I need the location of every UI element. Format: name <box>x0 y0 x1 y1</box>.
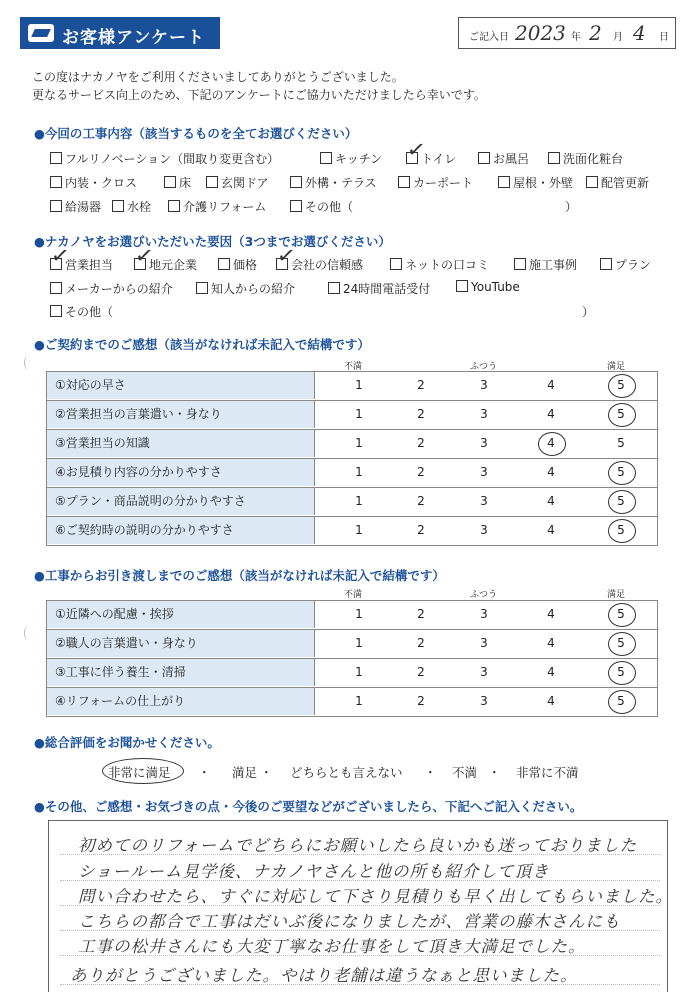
selected-rating-circle <box>608 374 636 398</box>
q4-rating-table <box>46 600 658 717</box>
date-box <box>458 17 676 49</box>
q2-option-label: 会社の信頼感 <box>291 258 364 272</box>
q3-row <box>47 401 657 430</box>
rating-option-5[interactable]: 5 <box>617 665 625 679</box>
q1-option[interactable] <box>498 174 573 191</box>
q1-checkbox[interactable] <box>112 200 124 212</box>
q4-row-label: ①近隣への配慮・挨拶 <box>47 601 315 628</box>
survey-header <box>20 17 220 49</box>
rating-option-4[interactable]: 4 <box>547 378 555 392</box>
q2-checkbox[interactable] <box>600 258 612 270</box>
rating-option-2[interactable]: 2 <box>417 665 425 679</box>
rating-option-2[interactable]: 2 <box>417 436 425 450</box>
q3-rating-table <box>46 371 658 546</box>
q3-row-label: ⑥ご契約時の説明の分かりやすさ <box>47 517 315 544</box>
rating-option-5[interactable]: 5 <box>617 607 625 621</box>
handwritten-comment-line: 初めてのリフォームでどちらにお願いしたら良いかも迷っておりました <box>78 836 638 855</box>
q2-checkbox[interactable] <box>390 258 402 270</box>
q1-title: ●今回の工事内容（該当するものを全てお選びください） <box>34 126 358 141</box>
rating-option-4[interactable]: 4 <box>547 665 555 679</box>
q1-option[interactable] <box>290 174 377 191</box>
q1-checkbox[interactable] <box>50 176 62 188</box>
q2-checkbox[interactable] <box>514 258 526 270</box>
q2-checkbox[interactable] <box>328 282 340 294</box>
q1-checkbox[interactable] <box>320 152 332 164</box>
q2-option-label: 24時間電話受付 <box>343 282 431 296</box>
q1-option[interactable] <box>50 174 137 191</box>
rating-option-5[interactable]: 5 <box>617 378 625 392</box>
q2-checkbox[interactable] <box>196 282 208 294</box>
q3-row <box>47 488 657 517</box>
rating-option-1[interactable]: 1 <box>355 436 363 450</box>
date-month[interactable]: 2 <box>589 21 602 45</box>
month-unit: 月 <box>613 32 623 43</box>
rating-option-3[interactable]: 3 <box>480 665 488 679</box>
q1-close-paren: ） <box>565 200 578 214</box>
q2-option[interactable] <box>456 280 520 294</box>
q1-checkbox[interactable] <box>206 176 218 188</box>
q1-option-label: トイレ <box>421 152 457 166</box>
q1-option[interactable] <box>50 150 279 167</box>
rating-option-2[interactable]: 2 <box>417 494 425 508</box>
q4-row-label: ②職人の言葉遣い・身なり <box>47 630 315 657</box>
q2-option[interactable] <box>600 256 651 273</box>
q2-option-label: YouTube <box>471 280 520 294</box>
q3-row-label: ④お見積り内容の分かりやすさ <box>47 459 315 486</box>
overall-option[interactable]: 非常に不満 <box>516 765 579 780</box>
q1-checkbox[interactable] <box>164 176 176 188</box>
q4-row <box>47 601 657 630</box>
q1-option[interactable] <box>164 174 191 191</box>
overall-rating-options <box>0 763 695 783</box>
q1-option-label: 内装・クロス <box>65 176 138 190</box>
rating-option-5[interactable]: 5 <box>617 407 625 421</box>
q1-checkbox[interactable] <box>548 152 560 164</box>
q5-title: ●総合評価をお聞かせください。 <box>34 735 220 750</box>
q2-option-label: プラン <box>615 258 652 272</box>
binding-hole-mark <box>24 626 33 640</box>
selected-rating-circle <box>608 519 636 543</box>
rating-option-2[interactable]: 2 <box>417 694 425 708</box>
page-title: お客様アンケート <box>62 28 205 48</box>
q1-option-label: 給湯器 <box>65 200 102 214</box>
q1-checkbox[interactable] <box>586 176 598 188</box>
rating-option-2[interactable]: 2 <box>417 378 425 392</box>
rating-option-2[interactable]: 2 <box>417 523 425 537</box>
handwritten-comment-line: ショールーム見学後、ナカノヤさんと他の所も紹介して頂き <box>78 862 550 881</box>
year-unit: 年 <box>571 32 581 43</box>
rating-option-4[interactable]: 4 <box>547 523 555 537</box>
q6-title: ●その他、ご感想・お気づきの点・今後のご要望などがございましたら、下記へご記入ください。 <box>34 799 583 814</box>
q3-row-label: ②営業担当の言葉遣い・身なり <box>47 401 315 428</box>
q2-option-label: 地元企業 <box>149 258 198 272</box>
q2-option[interactable] <box>514 256 577 273</box>
q1-option[interactable] <box>290 198 353 215</box>
rating-option-2[interactable]: 2 <box>417 607 425 621</box>
overall-option[interactable]: どちらとも言えない <box>290 765 403 780</box>
q1-option[interactable] <box>112 198 151 215</box>
rating-separator: ・ <box>260 765 273 780</box>
q3-row <box>47 459 657 488</box>
q2-option[interactable] <box>328 280 430 297</box>
scale-low-label: 不満 <box>344 590 363 600</box>
handwritten-comment-line: 工事の松井さんにも大変丁寧なお仕事をして頂き大満足でした。 <box>78 937 586 956</box>
rating-option-3[interactable]: 3 <box>480 465 488 479</box>
rating-option-4[interactable]: 4 <box>547 465 555 479</box>
q2-checkbox[interactable] <box>50 305 62 317</box>
rating-option-1[interactable]: 1 <box>355 407 363 421</box>
rating-option-1[interactable]: 1 <box>355 523 363 537</box>
q1-option[interactable] <box>478 150 529 167</box>
rating-option-1[interactable]: 1 <box>355 465 363 479</box>
rating-option-2[interactable]: 2 <box>417 465 425 479</box>
q3-title: ●ご契約までのご感想（該当がなければ未記入で結構です） <box>34 337 370 352</box>
q2-option[interactable] <box>390 256 489 273</box>
rating-option-3[interactable]: 3 <box>480 407 488 421</box>
overall-option[interactable]: 不満 <box>452 765 478 780</box>
handwritten-comment-line: こちらの都合で工事はだいぶ後になりましたが、営業の藤木さんにも <box>78 912 621 931</box>
q2-option-label: その他（ <box>65 305 114 319</box>
date-label: ご記入日 <box>469 32 509 43</box>
rating-option-2[interactable]: 2 <box>417 636 425 650</box>
q4-row <box>47 688 657 717</box>
q3-row <box>47 517 657 546</box>
scale-high-label: 満足 <box>607 362 626 372</box>
q2-title: ●ナカノヤをお選びいただいた要因（3つまでお選びください） <box>34 234 391 249</box>
q2-option[interactable] <box>50 280 173 297</box>
q4-row-label: ③工事に伴う養生・清掃 <box>47 659 315 686</box>
selected-rating-circle <box>608 690 636 714</box>
rating-option-5[interactable]: 5 <box>617 523 625 537</box>
q1-option-label: フルリノベーション（間取り変更含む） <box>65 152 280 166</box>
rating-option-4[interactable]: 4 <box>547 607 555 621</box>
q2-option-label: 知人からの紹介 <box>211 282 296 296</box>
rating-option-1[interactable]: 1 <box>355 607 363 621</box>
rating-option-3[interactable]: 3 <box>480 378 488 392</box>
q1-option[interactable] <box>586 174 649 191</box>
q1-option[interactable] <box>398 174 473 191</box>
q2-checkbox[interactable] <box>218 258 230 270</box>
rating-option-1[interactable]: 1 <box>355 665 363 679</box>
checkmark-icon: ✓ <box>49 242 72 271</box>
rating-option-4[interactable]: 4 <box>547 407 555 421</box>
q1-option-label: キッチン <box>335 152 383 166</box>
rating-option-4[interactable]: 4 <box>547 436 555 450</box>
scale-mid-label: ふつう <box>470 590 498 600</box>
q1-checkbox[interactable] <box>398 176 410 188</box>
q1-checkbox[interactable] <box>478 152 490 164</box>
selected-overall-circle <box>102 758 184 784</box>
selected-rating-circle <box>608 603 636 627</box>
rating-option-3[interactable]: 3 <box>480 436 488 450</box>
rating-separator: ・ <box>488 765 501 780</box>
rating-option-4[interactable]: 4 <box>547 694 555 708</box>
binding-hole-mark <box>24 356 33 370</box>
q3-row <box>47 372 657 401</box>
q1-checkbox[interactable] <box>50 152 62 164</box>
q2-option[interactable] <box>50 303 113 320</box>
company-logo-icon <box>28 24 54 42</box>
q2-close-paren: ） <box>582 305 595 319</box>
q1-option-label: 玄関ドア <box>221 176 269 190</box>
q1-checkbox[interactable] <box>290 176 302 188</box>
q2-checkbox[interactable] <box>50 282 62 294</box>
q1-option[interactable] <box>206 174 269 191</box>
q1-option-label: 介護リフォーム <box>183 200 267 214</box>
rating-option-5[interactable]: 5 <box>617 436 625 450</box>
rating-option-3[interactable]: 3 <box>480 494 488 508</box>
q1-option-label: 屋根・外壁 <box>513 176 574 190</box>
q1-checkbox[interactable] <box>498 176 510 188</box>
q1-option[interactable] <box>320 150 382 167</box>
q2-option-label: 価格 <box>233 258 258 272</box>
q4-title: ●工事からお引き渡しまでのご感想（該当がなければ未記入で結構です） <box>34 568 445 583</box>
rating-option-3[interactable]: 3 <box>480 694 488 708</box>
q3-row-label: ③営業担当の知識 <box>47 430 315 457</box>
intro-line: この度はナカノヤをご利用くださいましてありがとうございました。 <box>32 70 404 84</box>
selected-rating-circle <box>608 661 636 685</box>
rating-option-2[interactable]: 2 <box>417 407 425 421</box>
day-unit: 日 <box>659 32 669 43</box>
q1-option[interactable] <box>548 150 623 167</box>
selected-rating-circle <box>608 632 636 656</box>
q2-option[interactable] <box>218 256 257 273</box>
rating-option-1[interactable]: 1 <box>355 694 363 708</box>
q4-row <box>47 659 657 688</box>
q2-option-label: ネットの口コミ <box>405 258 490 272</box>
scale-low-label: 不満 <box>344 362 363 372</box>
rating-option-3[interactable]: 3 <box>480 523 488 537</box>
rating-separator: ・ <box>424 765 437 780</box>
q1-option[interactable] <box>168 198 266 215</box>
rating-option-4[interactable]: 4 <box>547 636 555 650</box>
q3-row-label: ⑤プラン・商品説明の分かりやすさ <box>47 488 315 515</box>
q4-row-label: ④リフォームの仕上がり <box>47 688 315 715</box>
q2-option[interactable] <box>196 280 295 297</box>
overall-option[interactable]: 満足 <box>232 765 258 780</box>
rating-option-5[interactable]: 5 <box>617 694 625 708</box>
rating-option-5[interactable]: 5 <box>617 636 625 650</box>
q2-option-label: メーカーからの紹介 <box>65 282 173 296</box>
checkmark-icon: ✓ <box>133 242 156 271</box>
q1-option-label: カーポート <box>413 176 474 190</box>
q1-option-label: 洗面化粧台 <box>563 152 624 166</box>
rating-option-1[interactable]: 1 <box>355 494 363 508</box>
q1-option-label: その他（ <box>305 200 354 214</box>
q1-option-label: 水栓 <box>127 200 152 214</box>
checkmark-icon: ✓ <box>275 242 298 271</box>
selected-rating-circle <box>608 403 636 427</box>
q1-option[interactable] <box>50 198 101 215</box>
q1-checkbox[interactable] <box>290 200 302 212</box>
q3-row-label: ①対応の早さ <box>47 372 315 399</box>
q4-row <box>47 630 657 659</box>
q2-checkbox[interactable] <box>456 280 468 292</box>
rating-option-5[interactable]: 5 <box>617 465 625 479</box>
overall-option[interactable]: 非常に満足 <box>108 765 171 780</box>
date-year[interactable]: 2023 <box>515 21 566 45</box>
rating-option-1[interactable]: 1 <box>355 636 363 650</box>
selected-rating-circle <box>608 461 636 485</box>
rating-option-4[interactable]: 4 <box>547 494 555 508</box>
handwritten-comment-line: ありがとうございました。やはり老舗は違うなぁと思いました。 <box>70 966 578 985</box>
q1-option-label: 床 <box>179 176 192 190</box>
rating-option-5[interactable]: 5 <box>617 494 625 508</box>
q1-checkbox[interactable] <box>168 200 180 212</box>
q2-option-label: 施工事例 <box>529 258 578 272</box>
scale-high-label: 満足 <box>607 590 626 600</box>
scale-mid-label: ふつう <box>470 362 498 372</box>
rating-separator: ・ <box>198 765 211 780</box>
q1-option-label: お風呂 <box>493 152 530 166</box>
selected-rating-circle <box>538 432 566 456</box>
checkmark-icon: ✓ <box>405 136 428 165</box>
q1-checkbox[interactable] <box>50 200 62 212</box>
rating-option-3[interactable]: 3 <box>480 636 488 650</box>
handwritten-comment-line: 問い合わせたら、すぐに対応して下さり見積りも早く出してもらいました。 <box>78 887 673 906</box>
q2-option-label: 営業担当 <box>65 258 114 272</box>
q1-option-label: 外構・テラス <box>305 176 377 190</box>
selected-rating-circle <box>608 490 636 514</box>
rating-option-3[interactable]: 3 <box>480 607 488 621</box>
q1-option-label: 配管更新 <box>601 176 650 190</box>
intro-line: 更なるサービス向上のため、下記のアンケートにご協力いただけましたら幸いです。 <box>32 88 486 102</box>
date-day[interactable]: 4 <box>633 21 646 45</box>
rating-option-1[interactable]: 1 <box>355 378 363 392</box>
q3-row <box>47 430 657 459</box>
